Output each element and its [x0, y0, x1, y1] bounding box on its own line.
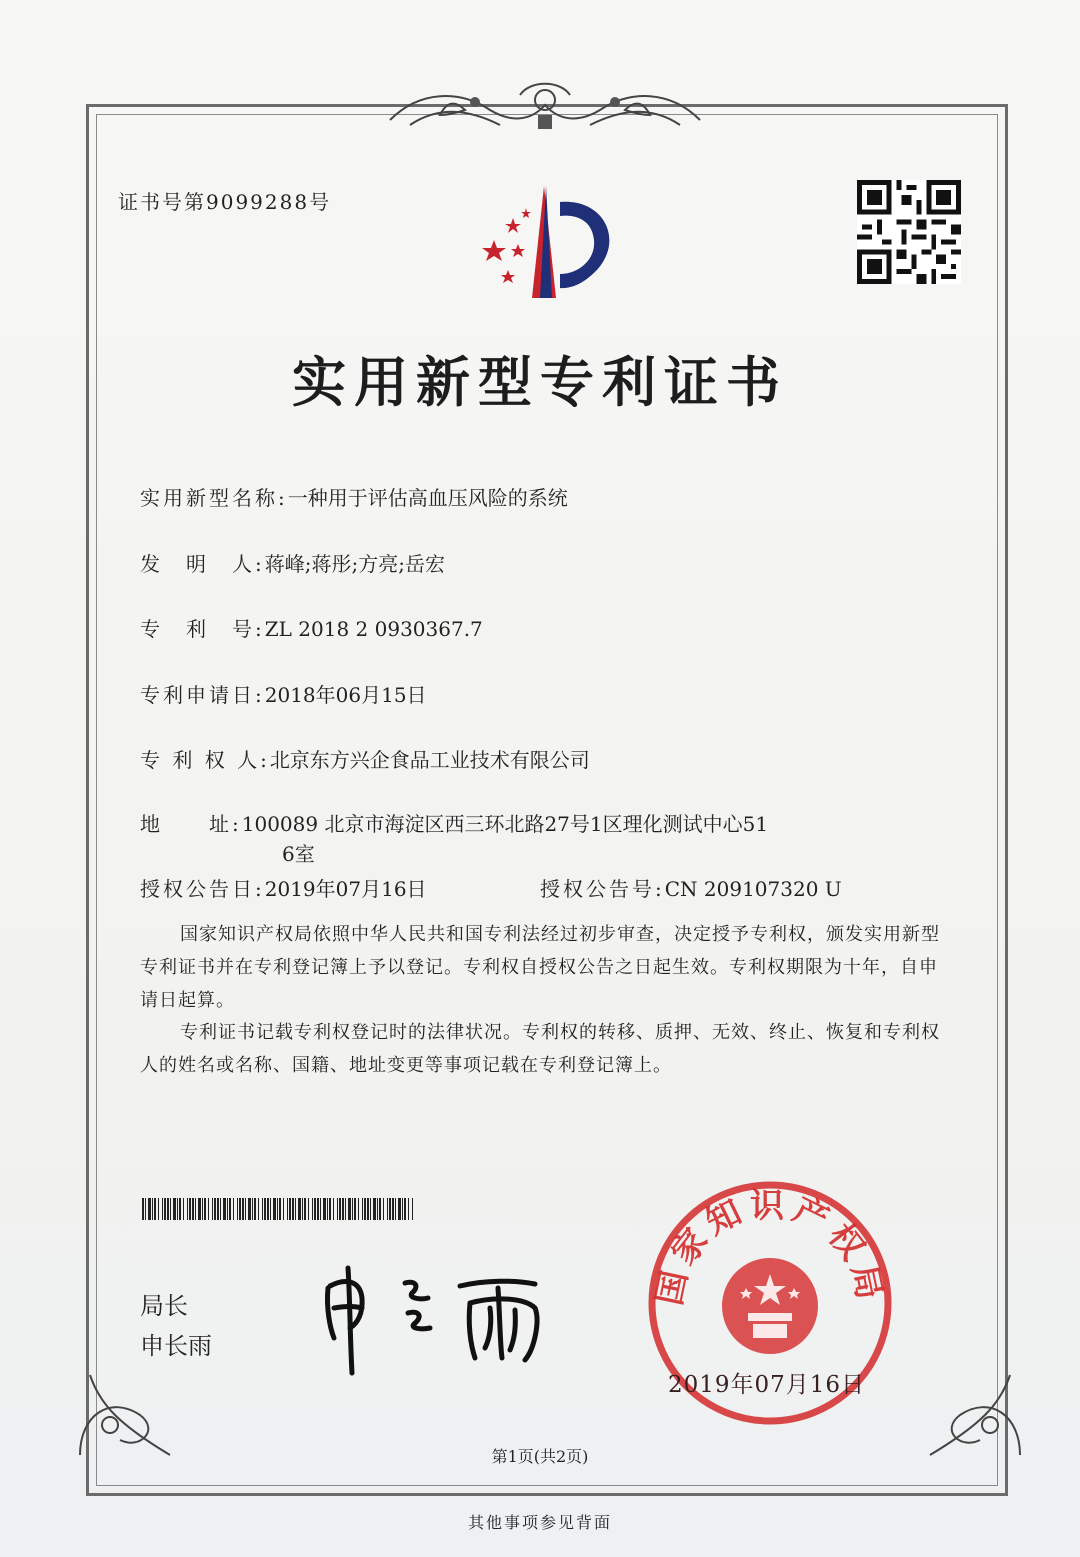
signatory-title: 局长 — [140, 1292, 188, 1320]
seal-date: 2019年07月16日 — [668, 1372, 866, 1398]
top-ornament — [380, 70, 710, 140]
address-row — [140, 808, 768, 837]
filing-date-row — [140, 679, 427, 708]
filing-date-value: 2018年06月15日 — [264, 683, 427, 707]
certificate-number: 证书号第9099288号 — [118, 190, 332, 214]
grant-date-row — [140, 873, 427, 902]
qr-code — [857, 180, 961, 284]
utility-model-name-value: 一种用于评估高血压风险的系统 — [287, 486, 568, 510]
address-label: 地 址: — [140, 812, 242, 836]
grant-number-value: CN 209107320 U — [664, 877, 842, 901]
handwritten-signature — [320, 1258, 560, 1378]
certificate-title: 实用新型专利证书 — [292, 350, 788, 414]
seal-text: 国家知识产权局 — [649, 1186, 891, 1309]
inventor-value: 蒋峰;蒋彤;方亮;岳宏 — [264, 552, 445, 576]
patent-number-label: 专 利 号: — [140, 617, 265, 641]
inventor-label: 发 明 人: — [140, 552, 265, 576]
body-paragraph-2: 专利证书记载专利权登记时的法律状况。专利权的转移、质押、无效、终止、恢复和专利权人的姓名或名称、国籍、地址变更等事项记载在专利登记簿上。 — [140, 1022, 940, 1076]
address-continuation — [282, 838, 315, 867]
footer-note: 其他事项参见背面 — [467, 1513, 612, 1532]
patentee-row — [140, 744, 590, 773]
patent-office-emblem — [468, 178, 628, 308]
inventor-row — [140, 548, 445, 577]
utility-model-name-label: 实用新型名称: — [140, 486, 288, 510]
grant-number-label: 授权公告号: — [540, 877, 665, 901]
patentee-value: 北京东方兴企食品工业技术有限公司 — [269, 748, 590, 772]
grant-date-label: 授权公告日: — [140, 877, 265, 901]
body-paragraph-1: 国家知识产权局依照中华人民共和国专利法经过初步审查，决定授予专利权，颁发实用新型专利证书并在专利登记簿上予以登记。专利权自授权公告之日起生效。专利权期限为十年，自申请日起算。 — [140, 924, 940, 1011]
address-value-line2: 6室 — [282, 842, 315, 866]
address-value-line1: 100089 北京市海淀区西三环北路27号1区理化测试中心51 — [241, 812, 769, 836]
grant-number-row — [540, 873, 842, 902]
signatory-name: 申长雨 — [140, 1332, 212, 1360]
barcode — [142, 1198, 414, 1220]
page-indicator: 第1页(共2页) — [491, 1447, 589, 1466]
patentee-label: 专 利 权 人: — [140, 748, 270, 772]
filing-date-label: 专利申请日: — [140, 683, 265, 707]
patent-number-value: ZL 2018 2 0930367.7 — [264, 617, 483, 641]
grant-date-value: 2019年07月16日 — [264, 877, 427, 901]
utility-model-name-row — [140, 482, 568, 511]
patent-number-row — [140, 613, 483, 642]
